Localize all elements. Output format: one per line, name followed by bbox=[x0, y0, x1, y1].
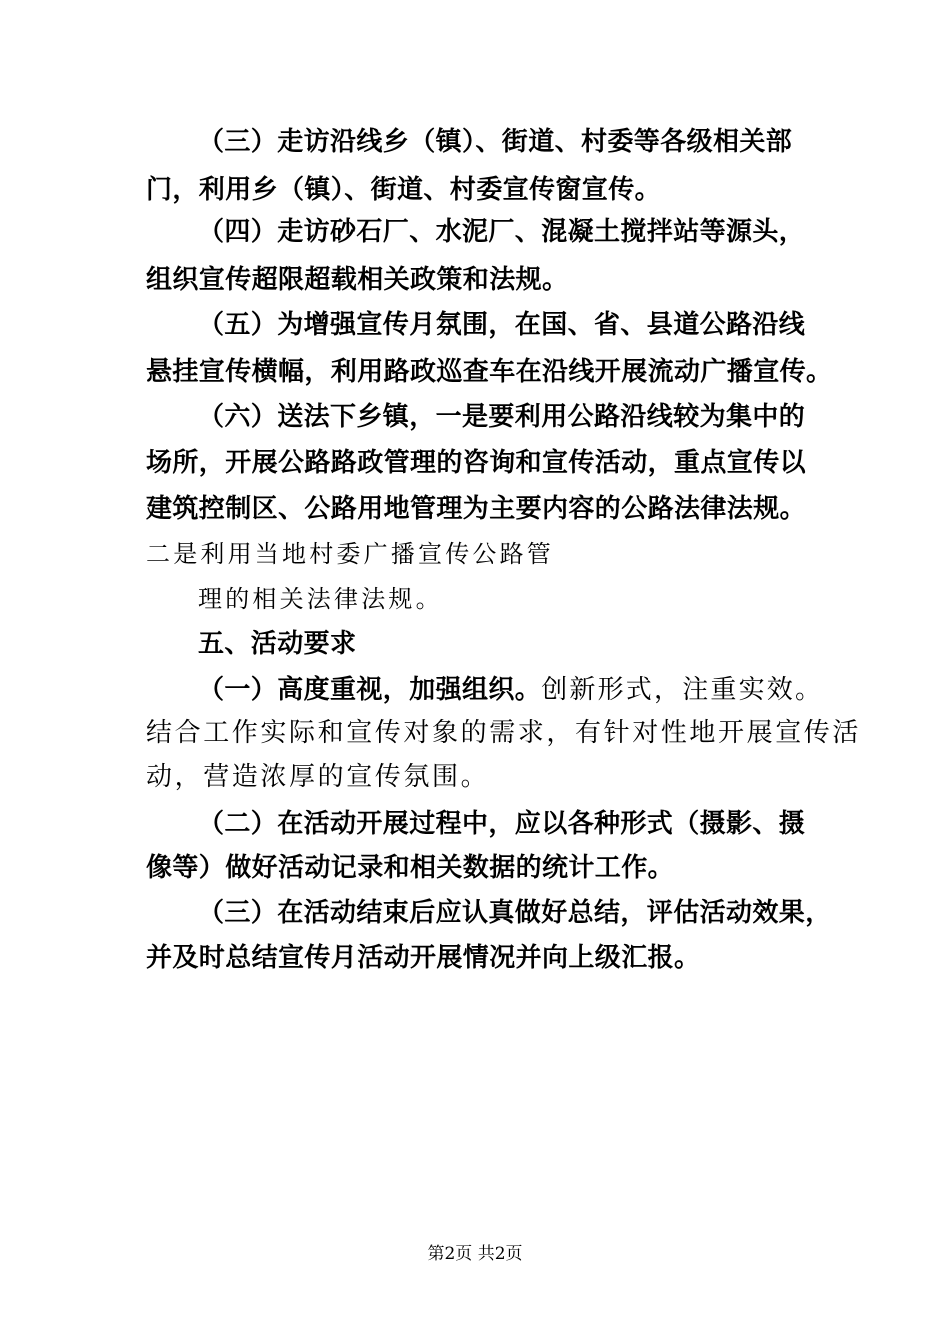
paragraph-line: （二）在活动开展过程中，应以各种形式（摄影、摄 bbox=[198, 809, 806, 839]
paragraph-line: 动，营造浓厚的宣传氛围。 bbox=[146, 762, 490, 792]
paragraph-line: 悬挂宣传横幅，利用路政巡查车在沿线开展流动广播宣传。 bbox=[146, 357, 833, 387]
section-heading: 五、活动要求 bbox=[198, 629, 357, 659]
paragraph-line: 门，利用乡（镇）、街道、村委宣传窗宣传。 bbox=[146, 175, 662, 205]
paragraph-line: （一）高度重视，加强组织。 bbox=[198, 675, 542, 705]
page-number: 第2页 共2页 bbox=[427, 1244, 523, 1264]
paragraph-line: 二是利用当地村委广播宣传公路管 bbox=[146, 540, 554, 568]
paragraph-line: 建筑控制区、公路用地管理为主要内容的公路法律法规。 bbox=[146, 494, 807, 524]
paragraph-line: （三）走访沿线乡（镇）、街道、村委等各级相关部 bbox=[198, 127, 793, 157]
paragraph-line: 组织宣传超限超载相关政策和法规。 bbox=[146, 265, 569, 295]
paragraph-line: （四）走访砂石厂、水泥厂、混凝土搅拌站等源头， bbox=[198, 217, 806, 247]
paragraph-line: 创新形式，注重实效。 bbox=[541, 675, 824, 705]
paragraph-line-group bbox=[198, 675, 823, 705]
paragraph-line: 并及时总结宣传月活动开展情况并向上级汇报。 bbox=[146, 943, 701, 973]
paragraph-line: （六）送法下乡镇，一是要利用公路沿线较为集中的 bbox=[198, 402, 806, 432]
paragraph-line: 理的相关法律法规。 bbox=[198, 585, 443, 613]
paragraph-line: 结合工作实际和宣传对象的需求，有针对性地开展宣传活 bbox=[146, 718, 862, 748]
paragraph-line: （三）在活动结束后应认真做好总结，评估活动效果， bbox=[198, 898, 832, 928]
paragraph-line: 场所，开展公路路政管理的咨询和宣传活动，重点宣传以 bbox=[146, 448, 807, 478]
paragraph-line: 像等）做好活动记录和相关数据的统计工作。 bbox=[146, 853, 675, 883]
paragraph-line: （五）为增强宣传月氛围，在国、省、县道公路沿线 bbox=[198, 310, 806, 340]
